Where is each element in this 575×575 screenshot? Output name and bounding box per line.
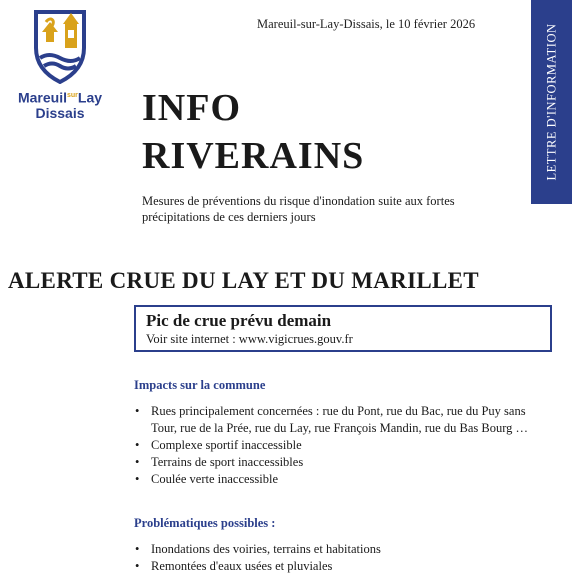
page-title — [142, 84, 364, 180]
shield-logo-icon — [32, 8, 88, 84]
page-subtitle: Mesures de préventions du risque d'inondation suite aux fortes précipitations de ces derniers jours — [142, 194, 455, 224]
list-item: • Rues principalement concernées : rue du Pont, rue du Bac, rue du Puy sans Tour, rue de la Prée, rue du Lay, rue François Mandin, rue du Bas Bourg … — [134, 403, 534, 437]
alert-heading: ALERTE CRUE DU LAY ET DU MARILLET — [8, 268, 479, 293]
vigicrues-reference: Voir site internet : www.vigicrues.gouv.fr — [146, 332, 353, 346]
logo-wordmark — [10, 88, 110, 121]
list-item: • Coulée verte inaccessible — [134, 471, 534, 488]
impacts-heading: Impacts sur la commune — [134, 378, 266, 392]
impacts-list — [134, 403, 534, 488]
logo-text-small: sur — [66, 92, 78, 99]
newsletter-tab — [531, 0, 572, 204]
document-date: Mareuil-sur-Lay-Dissais, le 10 février 2026 — [257, 17, 476, 31]
list-item: • Complexe sportif inaccessible — [134, 437, 534, 454]
municipality-logo — [10, 8, 110, 121]
list-item: • Terrains de sport inaccessibles — [134, 454, 534, 471]
logo-text-line2: Dissais — [35, 104, 85, 121]
title-line2: RIVERAINS — [142, 135, 365, 177]
list-item: • Inondations des voiries, terrains et habitations — [134, 541, 534, 558]
logo-text-line1b: Lay — [77, 89, 103, 106]
flood-peak-box — [134, 305, 552, 352]
problems-list — [134, 541, 534, 575]
problems-heading: Problématiques possibles : — [134, 516, 276, 530]
newsletter-tab-label: LETTRE D'INFORMATION — [544, 23, 558, 181]
list-item: • Remontées d'eaux usées et pluviales — [134, 558, 534, 575]
title-line1: INFO — [142, 87, 241, 129]
logo-text-line1: Mareuil — [17, 89, 67, 106]
flood-peak-title: Pic de crue prévu demain — [146, 311, 332, 330]
